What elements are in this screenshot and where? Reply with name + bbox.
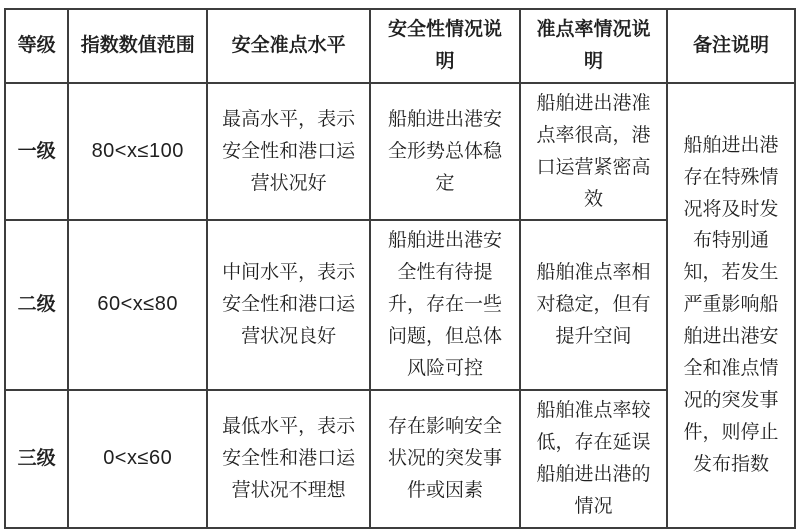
cell-safety-desc: 船舶进出港安全性有待提升，存在一些问题，但总体风险可控 [370,220,520,390]
header-row [5,9,795,83]
header-safety: 安全性情况说明 [370,9,520,83]
cell-grade: 一级 [5,83,68,221]
table-header [5,9,795,83]
cell-safety-desc: 船舶进出港安全形势总体稳定 [370,83,520,221]
cell-grade: 二级 [5,220,68,390]
cell-remark: 船舶进出港存在特殊情况将及时发布特别通知，若发生严重影响船舶进出港安全和准点情况的突发事件，则停止发布指数 [667,83,795,528]
cell-range: 80<x≤100 [68,83,207,221]
cell-punctuality-desc: 船舶进出港准点率很高，港口运营紧密高效 [520,83,667,221]
cell-grade: 三级 [5,390,68,528]
header-remark: 备注说明 [667,9,795,83]
cell-punctuality-desc: 船舶准点率较低，存在延误船舶进出港的情况 [520,390,667,528]
header-level: 安全准点水平 [207,9,370,83]
cell-range: 60<x≤80 [68,220,207,390]
cell-punctuality-desc: 船舶准点率相对稳定，但有提升空间 [520,220,667,390]
cell-level-desc: 最低水平，表示安全性和港口运营状况不理想 [207,390,370,528]
index-grade-table [4,8,796,529]
header-grade: 等级 [5,9,68,83]
cell-level-desc: 最高水平，表示安全性和港口运营状况好 [207,83,370,221]
cell-safety-desc: 存在影响安全状况的突发事件或因素 [370,390,520,528]
header-punctuality: 准点率情况说明 [520,9,667,83]
table-body [5,83,795,528]
cell-range: 0<x≤60 [68,390,207,528]
cell-level-desc: 中间水平，表示安全性和港口运营状况良好 [207,220,370,390]
table-row-grade-1 [5,83,795,221]
header-range: 指数数值范围 [68,9,207,83]
